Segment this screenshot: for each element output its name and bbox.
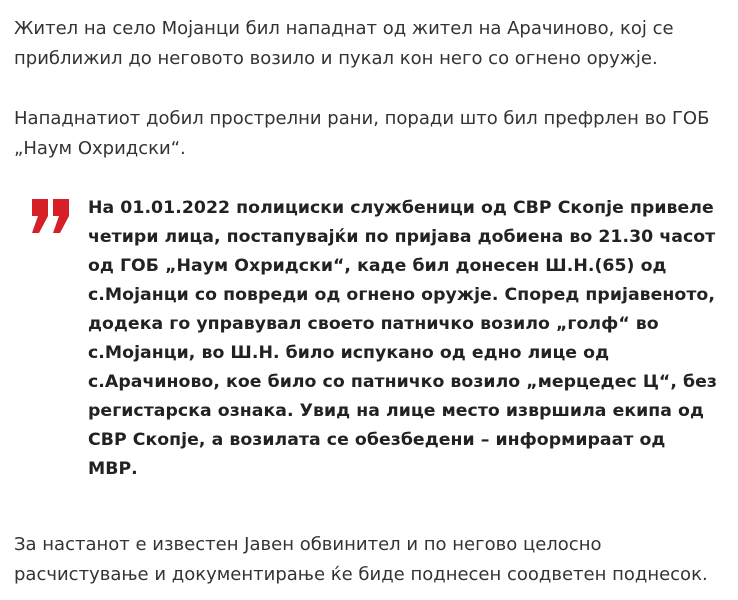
quote-mark-icon [30,196,72,236]
article-paragraph: Нападнатиот добил прострелни рани, поради што бил префрлен во ГОБ „Наум Охридски“. [14,108,710,159]
blockquote [14,194,726,484]
article-paragraph: За настанот е известен Јавен обвинител и по негово целосно расчистување и документирање ќе биде поднесен соодветен поднесок. [14,534,708,585]
article-body [14,14,726,590]
quote-text: На 01.01.2022 полициски службеници од СВР Скопје привеле четири лица, постапувајќи по пријава добиена во 21.30 часот од ГОБ „Наум Охридски“, каде бил донесен Ш.Н.(65) од с.Мојанци со повреди од огнено оружје. Според пријавеното, додека го управувал своето патничко возило „голф“ во с.Мојанци, во Ш.Н. било испукано од едно лице од с.Арачиново, кое било со патничко возило „мерцедес Ц“, без регистарска ознака. Увид на лице место извршила екипа од СВР Скопје, а возилата се обезбедени – информираат од МВР. [88,198,717,479]
article-paragraph: Жител на село Мојанци бил нападнат од жител на Арачиново, кој се приближил до неговото возило и пукал кон него со огнено оружје. [14,18,674,69]
